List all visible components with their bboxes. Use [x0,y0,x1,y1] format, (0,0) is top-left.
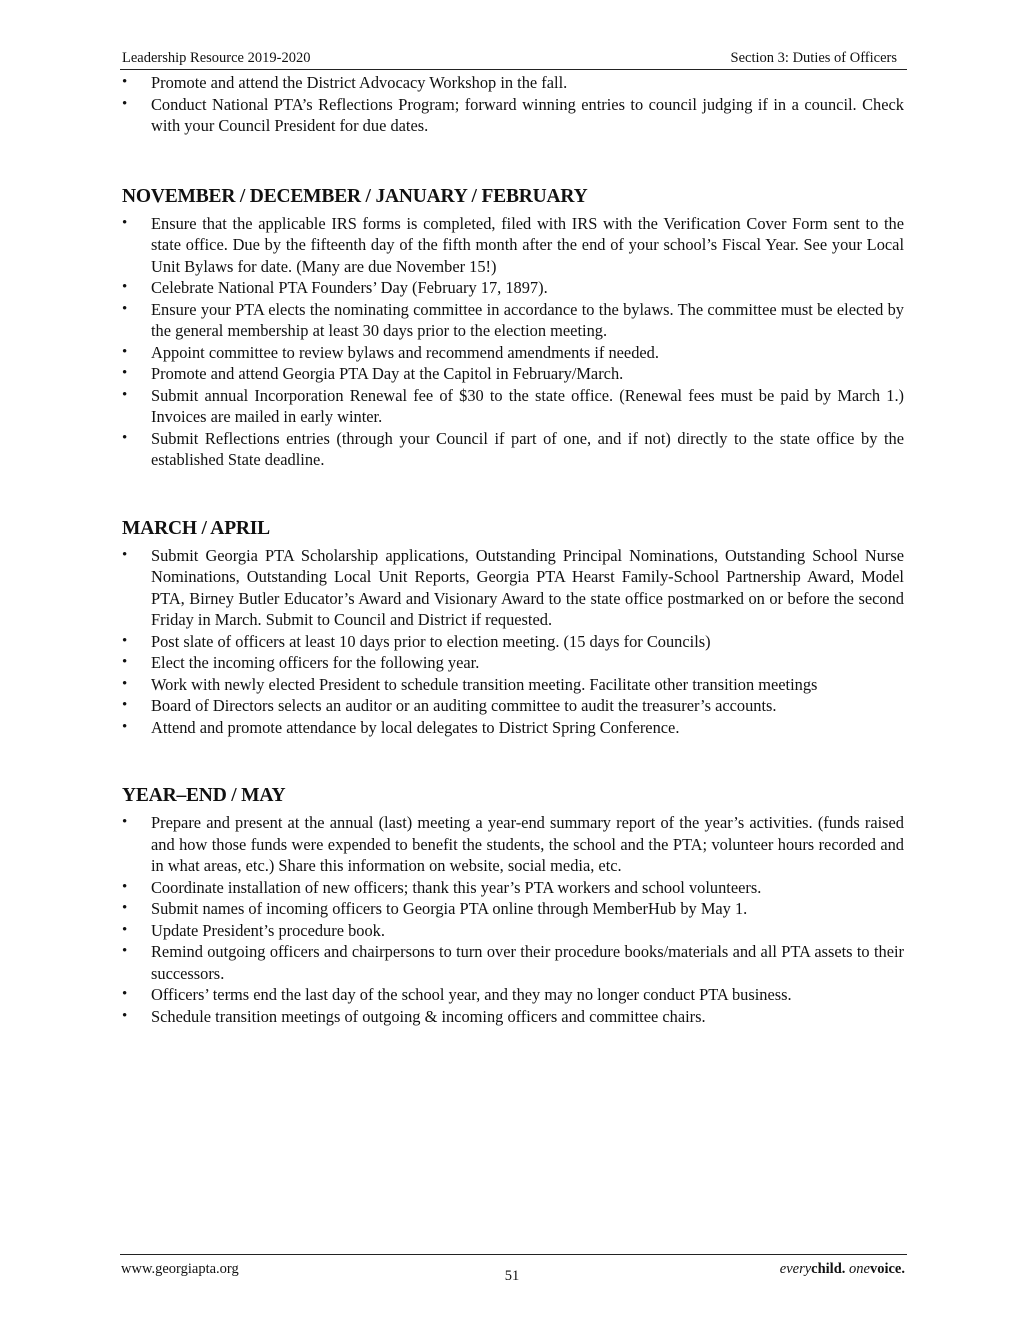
list-item: • Remind outgoing officers and chairpersons to turn over their procedure books/materials and all PTA assets to their successors. [120,941,904,984]
list-item: • Ensure that the applicable IRS forms is completed, filed with IRS with the Verification Cover Form sent to the state office. Due by the fifteenth day of the fifth month after the end of your school’s Fiscal Year. See your Local Unit Bylaws for date. (Many are due November 15!) [120,213,904,278]
intro-bullet-list [120,72,904,137]
list-item: • Schedule transition meetings of outgoing & incoming officers and committee chairs. [120,1006,904,1028]
section-heading: NOVEMBER / DECEMBER / JANUARY / FEBRUARY [122,185,588,207]
list-item: • Officers’ terms end the last day of the school year, and they may no longer conduct PTA business. [120,984,904,1006]
list-item: • Celebrate National PTA Founders’ Day (February 17, 1897). [120,277,904,299]
list-item: • Work with newly elected President to schedule transition meeting. Facilitate other transition meetings [120,674,904,696]
header-document-title: Leadership Resource 2019-2020 [122,50,311,66]
bullet-list [120,213,904,471]
bullet-list [120,545,904,739]
list-item: • Appoint committee to review bylaws and recommend amendments if needed. [120,342,904,364]
tagline-child: child. [811,1261,846,1277]
list-item: • Elect the incoming officers for the following year. [120,652,904,674]
list-item: • Promote and attend Georgia PTA Day at the Capitol in February/March. [120,363,904,385]
list-item: • Prepare and present at the annual (last) meeting a year-end summary report of the year’s activities. (funds raised and how those funds were expended to benefit the students, the school and the PTA; volunteer hours recorded and in what areas, etc.) Share this information on website, social media, etc. [120,812,904,877]
list-item: • Board of Directors selects an auditor or an auditing committee to audit the treasurer’s accounts. [120,695,904,717]
list-item: • Submit Reflections entries (through your Council if part of one, and if not) directly to the state office by the established State deadline. [120,428,904,471]
list-item: • Post slate of officers at least 10 days prior to election meeting. (15 days for Councils) [120,631,904,653]
tagline-one: one [849,1261,870,1277]
tagline-voice: voice. [869,1261,905,1277]
list-item: • Submit names of incoming officers to Georgia PTA online through MemberHub by May 1. [120,898,904,920]
page-number: 51 [504,1268,520,1284]
tagline-every: every [779,1261,812,1277]
section-march-april [120,517,904,739]
section-heading: MARCH / APRIL [122,517,270,539]
list-item: • Ensure your PTA elects the nominating committee in accordance to the bylaws. The committee must be elected by the general membership at least 30 days prior to the election meeting. [120,299,904,342]
section-year-end-may [120,784,904,1027]
section-nov-feb [120,185,904,471]
list-item: • Coordinate installation of new officers; thank this year’s PTA workers and school volunteers. [120,877,904,899]
list-item: • Update President’s procedure book. [120,920,904,942]
page-content [120,72,904,1027]
page-header [120,49,907,70]
list-item: • Attend and promote attendance by local delegates to District Spring Conference. [120,717,904,739]
section-heading: YEAR–END / MAY [122,785,286,806]
bullet-list [120,812,904,1027]
list-item: • Submit annual Incorporation Renewal fee of $30 to the state office. (Renewal fees must be paid by March 1.) Invoices are mailed in early winter. [120,385,904,428]
footer-website: www.georgiapta.org [121,1261,239,1277]
footer-divider [120,1254,907,1255]
list-item: • Conduct National PTA’s Reflections Program; forward winning entries to council judging if in a council. Check with your Council President for due dates. [120,94,904,137]
footer-tagline [780,1261,905,1278]
header-section-title: Section 3: Duties of Officers [730,50,897,66]
list-item: • Promote and attend the District Advocacy Workshop in the fall. [120,72,904,94]
list-item: • Submit Georgia PTA Scholarship applications, Outstanding Principal Nominations, Outstanding School Nurse Nominations, Outstanding Local Unit Reports, Georgia PTA Hearst Family-School Partnership Award, Model PTA, Birney Butler Educator’s Award and Visionary Award to the state office postmarked on or before the second Friday in March. Submit to Council and District if requested. [120,545,904,631]
